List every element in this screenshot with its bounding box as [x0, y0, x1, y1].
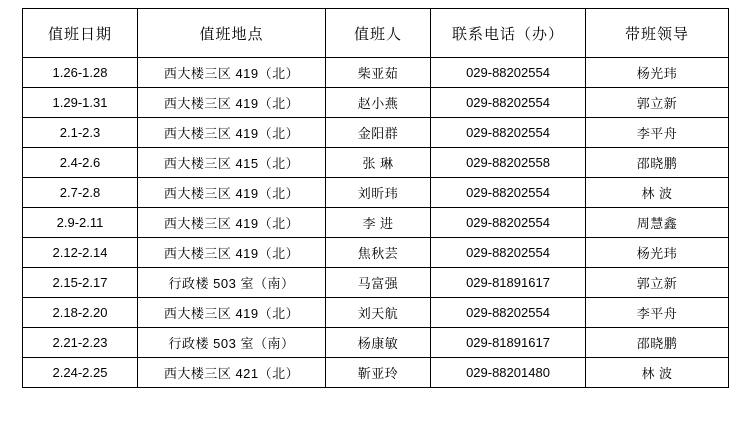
- table-row: [23, 358, 729, 388]
- column-header-contact-phone: 联系电话（办）: [431, 9, 586, 58]
- cell-duty-date: 2.12-2.14: [23, 238, 138, 268]
- cell-duty-date: 2.21-2.23: [23, 328, 138, 358]
- cell-duty-person: 马富强: [326, 268, 431, 298]
- cell-duty-location: 行政楼 503 室（南）: [138, 328, 326, 358]
- cell-duty-person: 张 琳: [326, 148, 431, 178]
- cell-duty-location: 西大楼三区 419（北）: [138, 88, 326, 118]
- cell-contact-phone: 029-88202554: [431, 88, 586, 118]
- cell-duty-location: 西大楼三区 419（北）: [138, 178, 326, 208]
- cell-duty-person: 柴亚茹: [326, 58, 431, 88]
- cell-duty-person: 赵小燕: [326, 88, 431, 118]
- cell-duty-location: 西大楼三区 419（北）: [138, 298, 326, 328]
- cell-supervising-leader: 周慧鑫: [586, 208, 729, 238]
- cell-supervising-leader: 邵晓鹏: [586, 328, 729, 358]
- table-body: [23, 58, 729, 388]
- cell-supervising-leader: 杨光玮: [586, 238, 729, 268]
- cell-supervising-leader: 邵晓鹏: [586, 148, 729, 178]
- cell-supervising-leader: 林 波: [586, 358, 729, 388]
- cell-supervising-leader: 李平舟: [586, 118, 729, 148]
- cell-supervising-leader: 李平舟: [586, 298, 729, 328]
- cell-duty-person: 靳亚玲: [326, 358, 431, 388]
- cell-duty-location: 西大楼三区 419（北）: [138, 238, 326, 268]
- cell-duty-location: 西大楼三区 419（北）: [138, 58, 326, 88]
- cell-contact-phone: 029-88201480: [431, 358, 586, 388]
- table-row: [23, 58, 729, 88]
- cell-contact-phone: 029-81891617: [431, 328, 586, 358]
- cell-supervising-leader: 郭立新: [586, 88, 729, 118]
- cell-duty-person: 刘天航: [326, 298, 431, 328]
- table-row: [23, 178, 729, 208]
- cell-supervising-leader: 郭立新: [586, 268, 729, 298]
- table-row: [23, 268, 729, 298]
- table-header-row: [23, 9, 729, 58]
- cell-duty-date: 2.15-2.17: [23, 268, 138, 298]
- cell-contact-phone: 029-88202558: [431, 148, 586, 178]
- table-row: [23, 148, 729, 178]
- cell-duty-location: 西大楼三区 421（北）: [138, 358, 326, 388]
- cell-contact-phone: 029-88202554: [431, 238, 586, 268]
- cell-duty-person: 李 进: [326, 208, 431, 238]
- cell-duty-date: 2.4-2.6: [23, 148, 138, 178]
- cell-duty-location: 西大楼三区 419（北）: [138, 118, 326, 148]
- table-row: [23, 328, 729, 358]
- cell-duty-person: 刘昕玮: [326, 178, 431, 208]
- cell-duty-person: 金阳群: [326, 118, 431, 148]
- column-header-duty-date: 值班日期: [23, 9, 138, 58]
- cell-duty-date: 1.29-1.31: [23, 88, 138, 118]
- cell-duty-date: 1.26-1.28: [23, 58, 138, 88]
- cell-contact-phone: 029-88202554: [431, 298, 586, 328]
- duty-schedule-table: [22, 8, 729, 388]
- cell-duty-location: 行政楼 503 室（南）: [138, 268, 326, 298]
- table-header: [23, 9, 729, 58]
- cell-duty-date: 2.18-2.20: [23, 298, 138, 328]
- cell-contact-phone: 029-88202554: [431, 208, 586, 238]
- cell-contact-phone: 029-81891617: [431, 268, 586, 298]
- cell-duty-location: 西大楼三区 415（北）: [138, 148, 326, 178]
- cell-duty-date: 2.1-2.3: [23, 118, 138, 148]
- cell-duty-date: 2.9-2.11: [23, 208, 138, 238]
- table-row: [23, 238, 729, 268]
- column-header-duty-location: 值班地点: [138, 9, 326, 58]
- cell-contact-phone: 029-88202554: [431, 58, 586, 88]
- cell-duty-person: 焦秋芸: [326, 238, 431, 268]
- cell-supervising-leader: 林 波: [586, 178, 729, 208]
- column-header-supervising-leader: 带班领导: [586, 9, 729, 58]
- cell-duty-location: 西大楼三区 419（北）: [138, 208, 326, 238]
- cell-contact-phone: 029-88202554: [431, 178, 586, 208]
- table-row: [23, 298, 729, 328]
- cell-duty-date: 2.24-2.25: [23, 358, 138, 388]
- table-row: [23, 88, 729, 118]
- table-row: [23, 208, 729, 238]
- table-row: [23, 118, 729, 148]
- cell-supervising-leader: 杨光玮: [586, 58, 729, 88]
- cell-contact-phone: 029-88202554: [431, 118, 586, 148]
- cell-duty-date: 2.7-2.8: [23, 178, 138, 208]
- column-header-duty-person: 值班人: [326, 9, 431, 58]
- cell-duty-person: 杨康敏: [326, 328, 431, 358]
